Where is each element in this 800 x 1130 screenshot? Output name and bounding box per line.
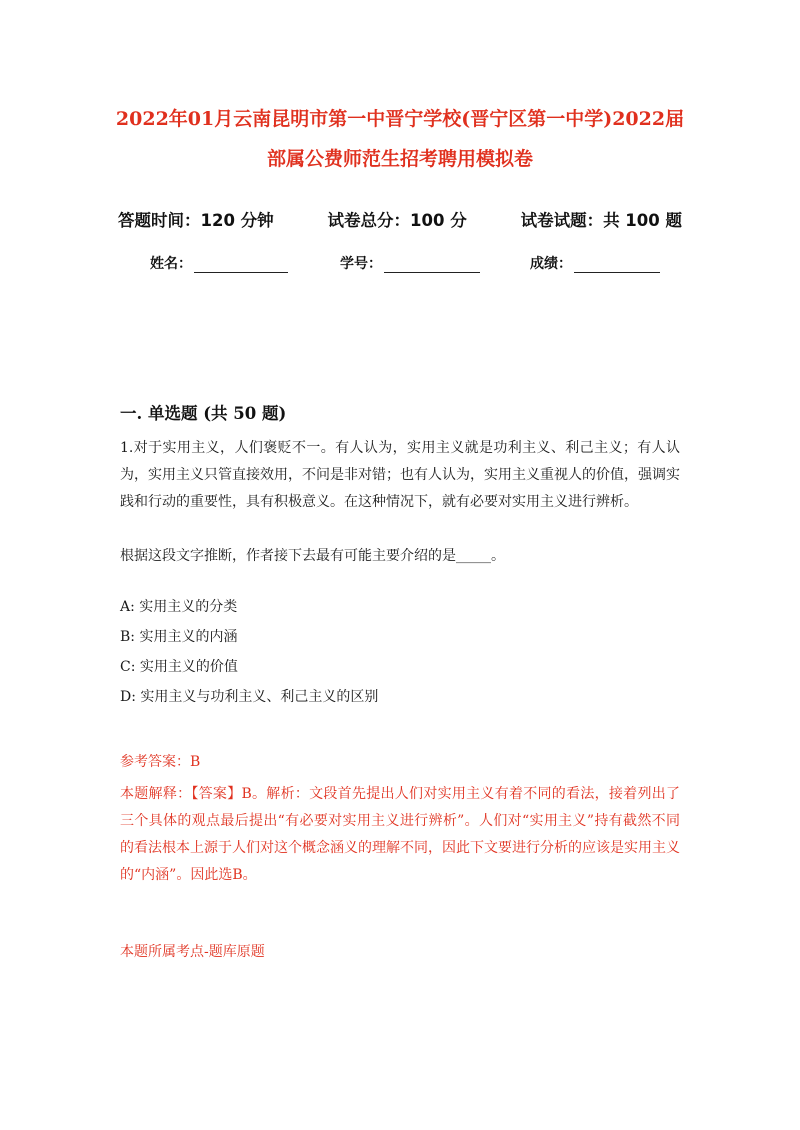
option-c[interactable]: C: 实用主义的价值 xyxy=(120,659,238,675)
question-stem: 1.对于实用主义，人们褒贬不一。有人认为，实用主义就是功利主义、利己主义；有人认为，实用主义只管直接效用，不问是非对错；也有人认为，实用主义重视人的价值，强调实践和行动的重要性，具有积极意义。在这种情况下，就有必要对实用主义进行辨析。 xyxy=(120,440,680,510)
student-id-blank-line[interactable] xyxy=(384,256,480,273)
exam-total-score: 试卷总分：100 分 xyxy=(327,211,467,230)
score-field[interactable] xyxy=(530,253,660,273)
question-prompt: 根据这段文字推断，作者接下去最有可能主要介绍的是_____。 xyxy=(120,548,505,564)
exam-title-line2: 部属公费师范生招考聘用模拟卷 xyxy=(266,148,533,170)
option-b[interactable]: B: 实用主义的内涵 xyxy=(120,629,238,645)
answer-explanation: 本题解释：【答案】B。解析：文段首先提出人们对实用主义有着不同的看法，接着列出了三个具体的观点最后提出“有必要对实用主义进行辨析”。人们对“实用主义”持有截然不同的看法根本上源于人们对这个概念涵义的理解不同，因此下文要进行分析的应该是实用主义的“内涵”。因此选B。 xyxy=(120,786,680,883)
option-a[interactable]: A: 实用主义的分类 xyxy=(120,599,238,615)
exam-meta xyxy=(118,207,682,231)
section-heading: 一. 单选题 (共 50 题) xyxy=(120,404,287,423)
score-blank-line[interactable] xyxy=(574,256,660,273)
reference-answer: 参考答案：B xyxy=(120,754,201,770)
exam-question-count: 试卷试题：共 100 题 xyxy=(520,211,682,230)
option-d[interactable]: D: 实用主义与功利主义、利己主义的区别 xyxy=(120,689,379,705)
exam-title-line1: 2022年01月云南昆明市第一中晋宁学校(晋宁区第一中学)2022届 xyxy=(115,108,685,130)
student-id-field[interactable] xyxy=(340,253,480,273)
name-blank-line[interactable] xyxy=(194,256,288,273)
name-field[interactable] xyxy=(150,253,288,273)
exam-time: 答题时间：120 分钟 xyxy=(118,211,274,230)
student-id-label: 学号： xyxy=(340,256,382,272)
name-label: 姓名： xyxy=(150,256,192,272)
score-label: 成绩： xyxy=(530,256,572,272)
question-topic: 本题所属考点-题库原题 xyxy=(120,944,265,960)
